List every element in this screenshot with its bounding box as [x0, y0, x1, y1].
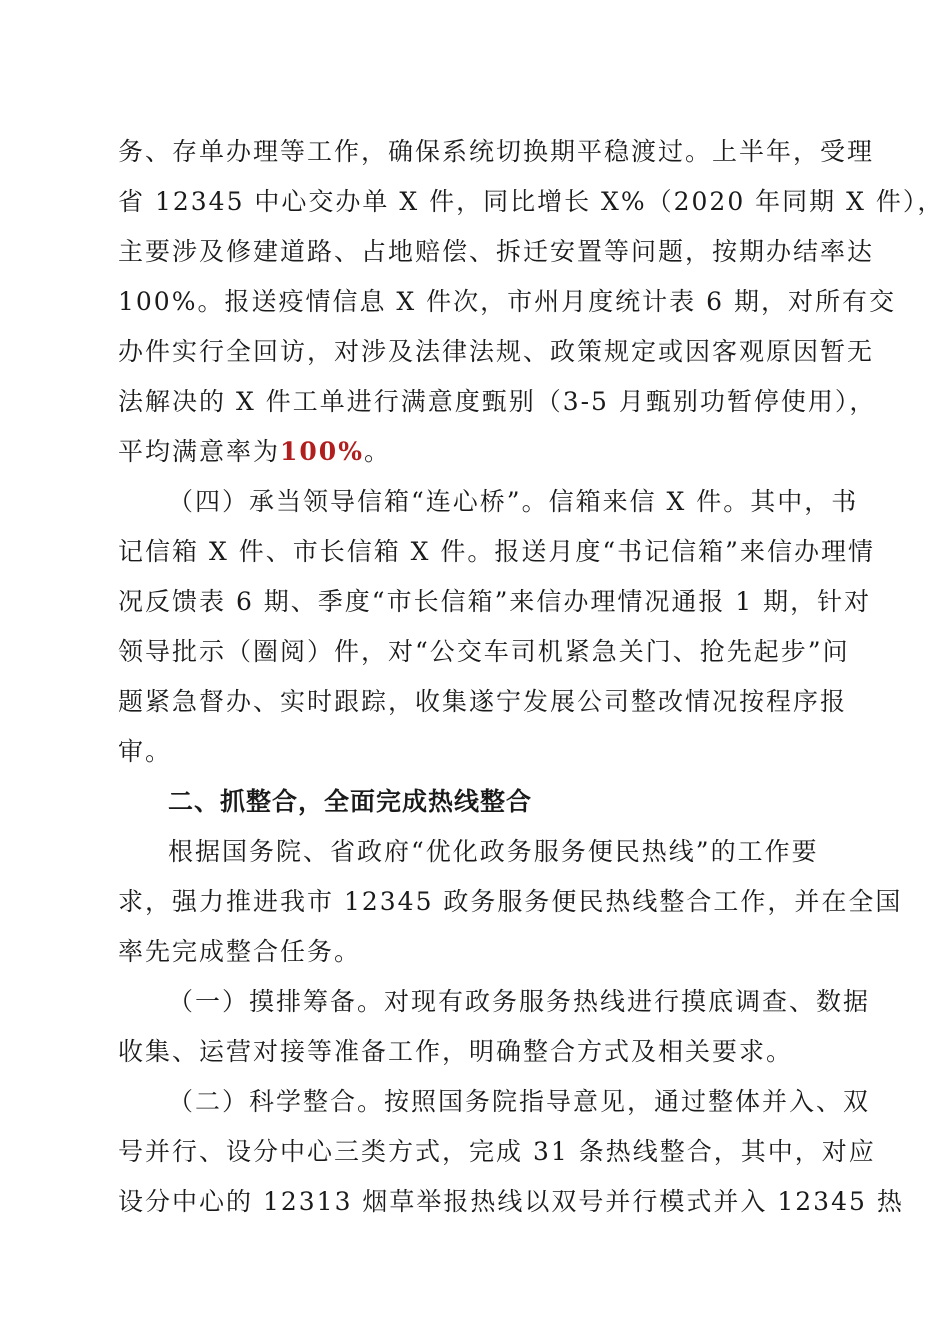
paragraph-1-line-3: 主要涉及修建道路、占地赔偿、拆迁安置等问题，按期办结率达 [118, 237, 875, 266]
paragraph-1-line-4: 100%。报送疫情信息 X 件次，市州月度统计表 6 期，对所有交 [118, 287, 896, 316]
section-heading: 二、抓整合，全面完成热线整合 [168, 787, 533, 816]
paragraph-4-line-2: 收集、运营对接等准备工作，明确整合方式及相关要求。 [118, 1037, 794, 1066]
paragraph-2-line-4: 领导批示（圈阅）件，对“公交车司机紧急关门、抢先起步”问 [118, 637, 850, 666]
paragraph-1-line-2: 省 12345 中心交办单 X 件，同比增长 X%（2020 年同期 X 件）， [118, 187, 945, 216]
paragraph-2-line-5: 题紧急督办、实时跟踪，收集遂宁发展公司整改情况按程序报 [118, 687, 848, 716]
satisfaction-label: 平均满意率为 [118, 437, 281, 466]
paragraph-5-line-2: 号并行、设分中心三类方式，完成 31 条热线整合，其中，对应 [118, 1137, 876, 1166]
paragraph-2-line-1: （四）承当领导信箱“连心桥”。信箱来信 X 件。其中，书 [168, 487, 859, 516]
paragraph-1-line-5: 办件实行全回访，对涉及法律法规、政策规定或因客观原因暂无 [118, 337, 875, 366]
paragraph-3-line-3: 率先完成整合任务。 [118, 937, 362, 966]
paragraph-2-line-3: 况反馈表 6 期、季度“市长信箱”来信办理情况通报 1 期，针对 [118, 587, 872, 616]
paragraph-2-line-6: 审。 [118, 737, 173, 766]
paragraph-5-line-1: （二）科学整合。按照国务院指导意见，通过整体并入、双 [168, 1087, 871, 1116]
paragraph-5-line-3: 设分中心的 12313 烟草举报热线以双号并行模式并入 12345 热 [118, 1187, 904, 1216]
paragraph-1-line-6: 法解决的 X 件工单进行满意度甄别（3-5 月甄别功暂停使用）， [118, 387, 877, 416]
paragraph-4-line-1: （一）摸排筹备。对现有政务服务热线进行摸底调查、数据 [168, 987, 871, 1016]
satisfaction-rate-value: 100% [280, 437, 364, 466]
paragraph-1-line-1: 务、存单办理等工作，确保系统切换期平稳渡过。上半年，受理 [118, 137, 875, 166]
sentence-end: 。 [363, 437, 391, 466]
paragraph-1-line-7 [118, 432, 391, 472]
paragraph-2-line-2: 记信箱 X 件、市长信箱 X 件。报送月度“书记信箱”来信办理情 [118, 537, 875, 566]
paragraph-3-line-1: 根据国务院、省政府“优化政务服务便民热线”的工作要 [168, 837, 819, 866]
paragraph-3-line-2: 求，强力推进我市 12345 政务服务便民热线整合工作，并在全国 [118, 887, 903, 916]
